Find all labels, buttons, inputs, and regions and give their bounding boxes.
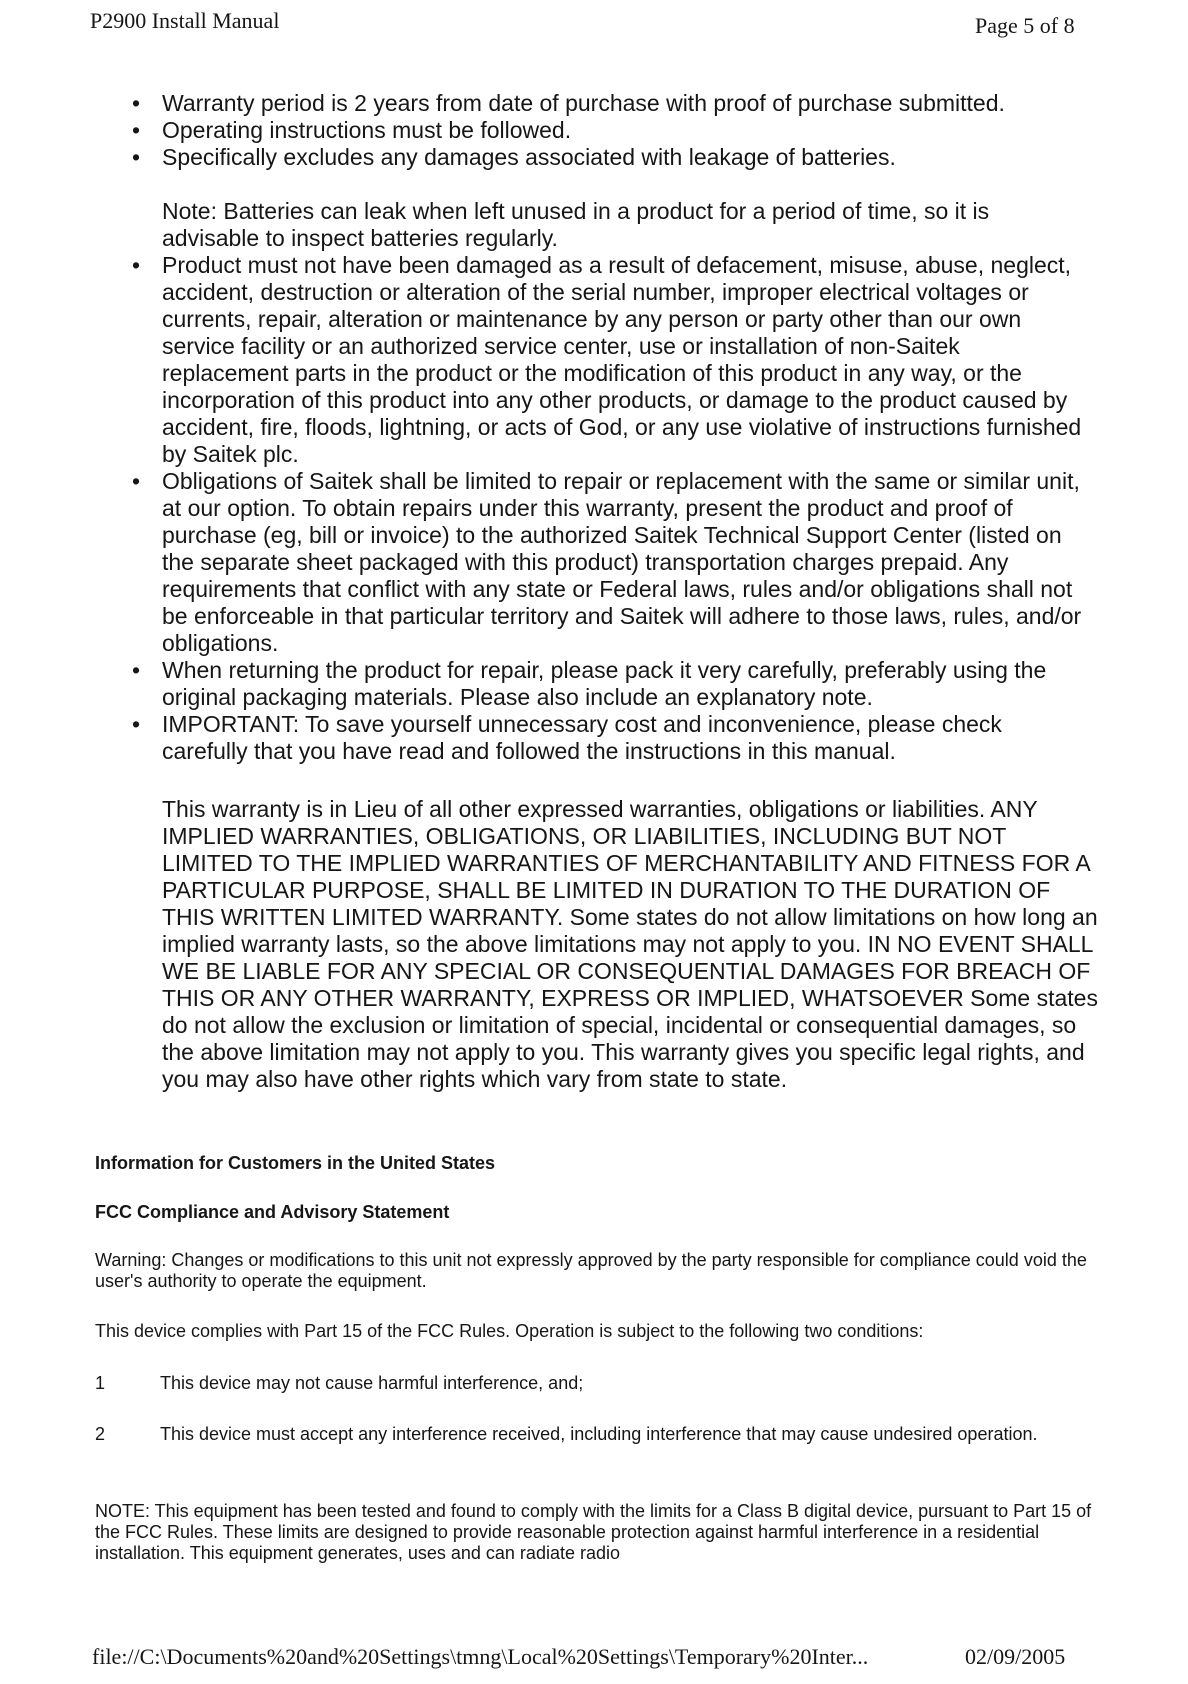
footer-date: 02/09/2005	[965, 1644, 1066, 1669]
battery-note: Note: Batteries can leak when left unused in a product for a period of time, so it is advisable to inspect batteries regularly.	[162, 198, 990, 251]
condition-number: 1	[95, 1373, 106, 1393]
fcc-condition	[95, 1424, 1095, 1445]
list-item: • Specifically excludes any damages associated with leakage of batteries.	[132, 144, 1092, 171]
warranty-terms-list	[132, 90, 1092, 765]
condition-text: This device may not cause harmful interference, and;	[160, 1373, 584, 1393]
doc-title: P2900 Install Manual	[90, 8, 280, 33]
list-item: • When returning the product for repair, please pack it very carefully, preferably using the original packaging materials. Please also include an explanatory note.	[132, 657, 1092, 711]
list-item: • Warranty period is 2 years from date of purchase with proof of purchase submitted.	[132, 90, 1092, 117]
condition-text: This device must accept any interference received, including interference that may cause undesired operation.	[160, 1424, 1038, 1444]
fcc-warning: Warning: Changes or modifications to this unit not expressly approved by the party responsible for compliance could void the user's authority to operate the equipment.	[95, 1250, 1087, 1291]
page-number: Page 5 of 8	[975, 13, 1075, 38]
list-item: • IMPORTANT: To save yourself unnecessary cost and inconvenience, please check carefully that you have read and followed the instructions in this manual.	[132, 711, 1092, 765]
list-item: • Operating instructions must be followed.	[132, 117, 1092, 144]
fcc-condition	[95, 1373, 1095, 1394]
warranty-disclaimer: This warranty is in Lieu of all other expressed warranties, obligations or liabilities. ANY IMPLIED WARRANTIES, OBLIGATIONS, OR LIABILITIES, INCLUDING BUT NOT LIMITED TO THE IMPLIED WARRANTIES OF MERCHANTABILITY AND FITNESS FOR A PARTICULAR PURPOSE, SHALL BE LIMITED IN DURATION TO THE DURATION OF THIS WRITTEN LIMITED WARRANTY. Some states do not allow limitations on how long an implied warranty lasts, so the above limitations may not apply to you. IN NO EVENT SHALL WE BE LIABLE FOR ANY SPECIAL OR CONSEQUENTIAL DAMAGES FOR BREACH OF THIS OR ANY OTHER WARRANTY, EXPRESS OR IMPLIED, WHATSOEVER Some states do not allow the exclusion or limitation of special, incidental or consequential damages, so the above limitation may not apply to you. This warranty gives you specific legal rights, and you may also have other rights which vary from state to state.	[162, 796, 1098, 1092]
list-item: • Product must not have been damaged as a result of defacement, misuse, abuse, neglect, accident, destruction or alteration of the serial number, improper electrical voltages or currents, repair, alteration or maintenance by any person or party other than our own service facility or an authorized service center, use or installation of non-Saitek replacement parts in the product or the modification of this product in any way, or the incorporation of this product into any other products, or damage to the product caused by accident, fire, floods, lightning, or acts of God, or any use violative of instructions furnished by Saitek plc.	[132, 252, 1092, 468]
section-heading-fcc: FCC Compliance and Advisory Statement	[95, 1202, 450, 1222]
condition-number: 2	[95, 1424, 106, 1444]
section-heading-us-customers: Information for Customers in the United States	[95, 1153, 496, 1173]
fcc-compliance-text: This device complies with Part 15 of the FCC Rules. Operation is subject to the following two conditions:	[95, 1321, 924, 1341]
list-item: • Obligations of Saitek shall be limited to repair or replacement with the same or similar unit, at our option. To obtain repairs under this warranty, present the product and proof of purchase (eg, bill or invoice) to the authorized Saitek Technical Support Center (listed on the separate sheet packaged with this product) transportation charges prepaid. Any requirements that conflict with any state or Federal laws, rules and/or obligations shall not be enforceable in that particular territory and Saitek will adhere to those laws, rules, and/or obligations.	[132, 468, 1092, 657]
footer-file-path: file://C:\Documents%20and%20Settings\tmng\Local%20Settings\Temporary%20Inter...	[92, 1644, 869, 1669]
fcc-note: NOTE: This equipment has been tested and found to comply with the limits for a Class B digital device, pursuant to Part 15 of the FCC Rules. These limits are designed to provide reasonable protection against harmful interference in a residential installation. This equipment generates, uses and can radiate radio	[95, 1501, 1092, 1563]
